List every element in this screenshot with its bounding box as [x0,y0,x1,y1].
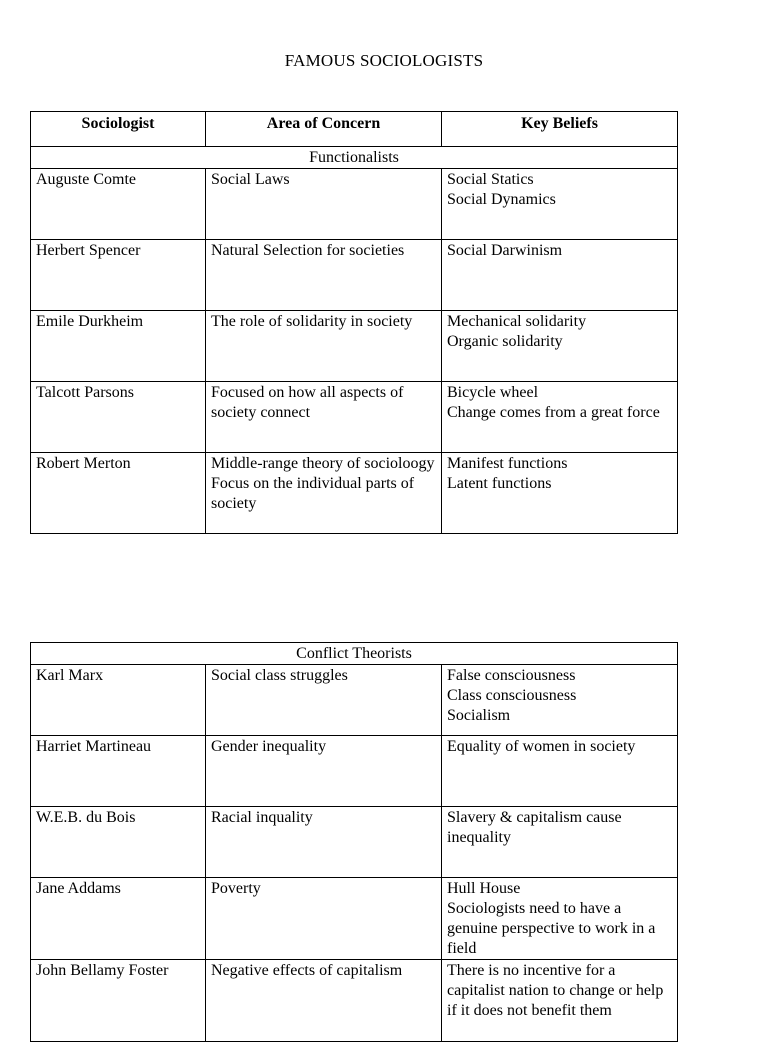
header-sociologist: Sociologist [31,112,206,147]
belief-line: There is no incentive for a capitalist nation to change or help if it does not benefit them [447,962,664,1019]
area-of-concern [206,453,442,534]
area-line: Racial inquality [211,809,313,826]
area-of-concern [206,878,442,960]
table-row [31,960,678,1042]
sociologist-name: Robert Merton [31,453,206,534]
table-row [31,311,678,382]
functionalists-table [30,111,678,534]
area-of-concern [206,960,442,1042]
section-row-conflict-theorists [31,643,678,665]
table-row [31,665,678,736]
section-label-conflict-theorists: Conflict Theorists [31,643,678,665]
belief-line: Sociologists need to have a genuine perspective to work in a field [447,900,656,957]
belief-line: Social Statics [447,171,534,188]
key-beliefs [442,382,678,453]
area-of-concern [206,382,442,453]
area-of-concern [206,169,442,240]
key-beliefs [442,240,678,311]
area-line: Natural Selection for societies [211,242,405,259]
area-line: Gender inequality [211,738,327,755]
key-beliefs [442,665,678,736]
key-beliefs [442,311,678,382]
key-beliefs [442,878,678,960]
page-title: FAMOUS SOCIOLOGISTS [284,51,484,70]
table-row [31,240,678,311]
table-row [31,453,678,534]
belief-line: Social Darwinism [447,242,563,259]
area-of-concern [206,736,442,807]
key-beliefs [442,960,678,1042]
sociologist-name: Talcott Parsons [31,382,206,453]
area-of-concern [206,311,442,382]
table-row [31,736,678,807]
sociologist-name: W.E.B. du Bois [31,807,206,878]
header-key-beliefs: Key Beliefs [442,112,678,147]
key-beliefs [442,169,678,240]
area-line: Focused on how all aspects of society connect [211,384,404,421]
area-line: Middle-range theory of socioloogy [211,455,435,472]
area-line: Negative effects of capitalism [211,962,403,979]
belief-line: Hull House [447,880,521,897]
area-line: Focus on the individual parts of society [211,475,415,512]
section-label-functionalists: Functionalists [31,147,678,169]
area-line: Poverty [211,880,261,897]
sociologist-name: Harriet Martineau [31,736,206,807]
belief-line: Mechanical solidarity [447,313,587,330]
belief-line: Bicycle wheel [447,384,539,401]
sociologist-name: Karl Marx [31,665,206,736]
table-header-row [31,112,678,147]
belief-line: Slavery & capitalism cause inequality [447,809,622,846]
belief-line: Social Dynamics [447,191,556,208]
sociologist-name: John Bellamy Foster [31,960,206,1042]
area-line: Social Laws [211,171,290,188]
belief-line: False consciousness [447,667,576,684]
area-line: The role of solidarity in society [211,313,413,330]
sociologist-name: Jane Addams [31,878,206,960]
area-of-concern [206,807,442,878]
header-area-of-concern: Area of Concern [206,112,442,147]
table-row [31,878,678,960]
sociologist-name: Auguste Comte [31,169,206,240]
section-row-functionalists [31,147,678,169]
belief-line: Equality of women in society [447,738,636,755]
key-beliefs [442,736,678,807]
sociologist-name: Herbert Spencer [31,240,206,311]
key-beliefs [442,807,678,878]
key-beliefs [442,453,678,534]
belief-line: Manifest functions [447,455,568,472]
table-row [31,382,678,453]
sociologist-name: Emile Durkheim [31,311,206,382]
area-line: Social class struggles [211,667,348,684]
table-row [31,169,678,240]
belief-line: Class consciousness [447,687,577,704]
belief-line: Change comes from a great force [447,404,660,421]
area-of-concern [206,240,442,311]
belief-line: Latent functions [447,475,552,492]
belief-line: Organic solidarity [447,333,563,350]
belief-line: Socialism [447,707,511,724]
table-row [31,807,678,878]
area-of-concern [206,665,442,736]
conflict-theorists-table [30,642,678,1042]
